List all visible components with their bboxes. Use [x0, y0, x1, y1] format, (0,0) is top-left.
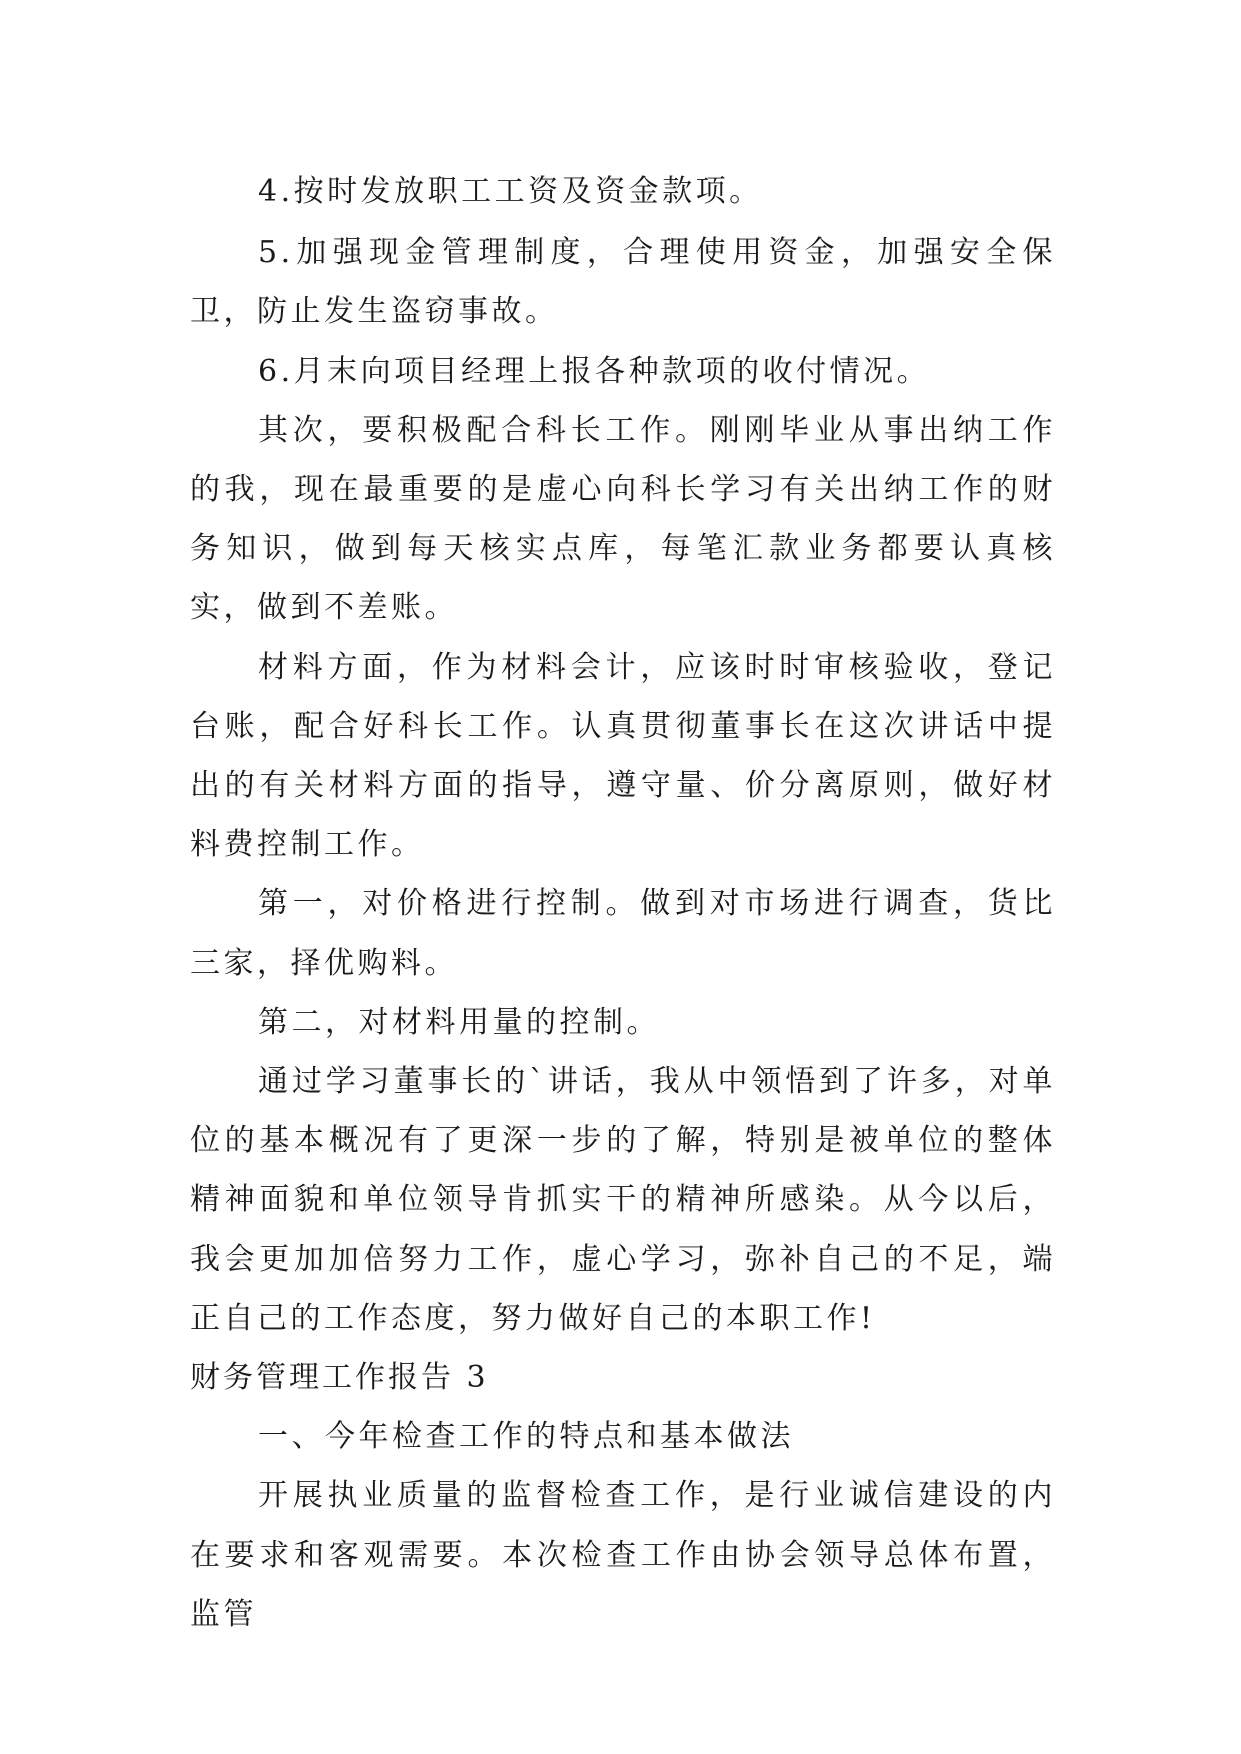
paragraph-item-6: 6.月末向项目经理上报各种款项的收付情况。 [258, 353, 931, 389]
section-heading-one: 一、今年检查工作的特点和基本做法 [258, 1419, 794, 1455]
paragraph-materials: 材料方面，作为材料会计，应该时时审核验收，登记台账，配合好科长工作。认真贯彻董事长在这次讲话中提出的有关材料方面的指导，遵守量、价分离原则，做好材料费控制工作。 [190, 649, 1056, 863]
section-title: 财务管理工作报告 3 [190, 1360, 489, 1396]
paragraph-first: 第一，对价格进行控制。做到对市场进行调查，货比三家，择优购料。 [190, 886, 1056, 981]
paragraph-second: 第二，对材料用量的控制。 [258, 1004, 660, 1040]
paragraph-secondly: 其次，要积极配合科长工作。刚刚毕业从事出纳工作的我，现在最重要的是虚心向科长学习有关出纳工作的财务知识，做到每天核实点库，每笔汇款业务都要认真核实，做到不差账。 [190, 412, 1056, 626]
paragraph-inspection: 开展执业质量的监督检查工作，是行业诚信建设的内在要求和客观需要。本次检查工作由协会领导总体布置，监管 [190, 1478, 1056, 1632]
paragraph-item-5: 5.加强现金管理制度，合理使用资金，加强安全保卫，防止发生盗窃事故。 [190, 235, 1056, 330]
paragraph-conclusion: 通过学习董事长的`讲话，我从中领悟到了许多，对单位的基本概况有了更深一步的了解，特别是被单位的整体精神面貌和单位领导肯抓实干的精神所感染。从今以后，我会更加加倍努力工作，虚心学习，弥补自己的不足，端正自己的工作态度，努力做好自己的本职工作! [190, 1064, 1056, 1336]
paragraph-item-4: 4.按时发放职工工资及资金款项。 [258, 174, 763, 209]
document-page [190, 162, 1056, 1644]
